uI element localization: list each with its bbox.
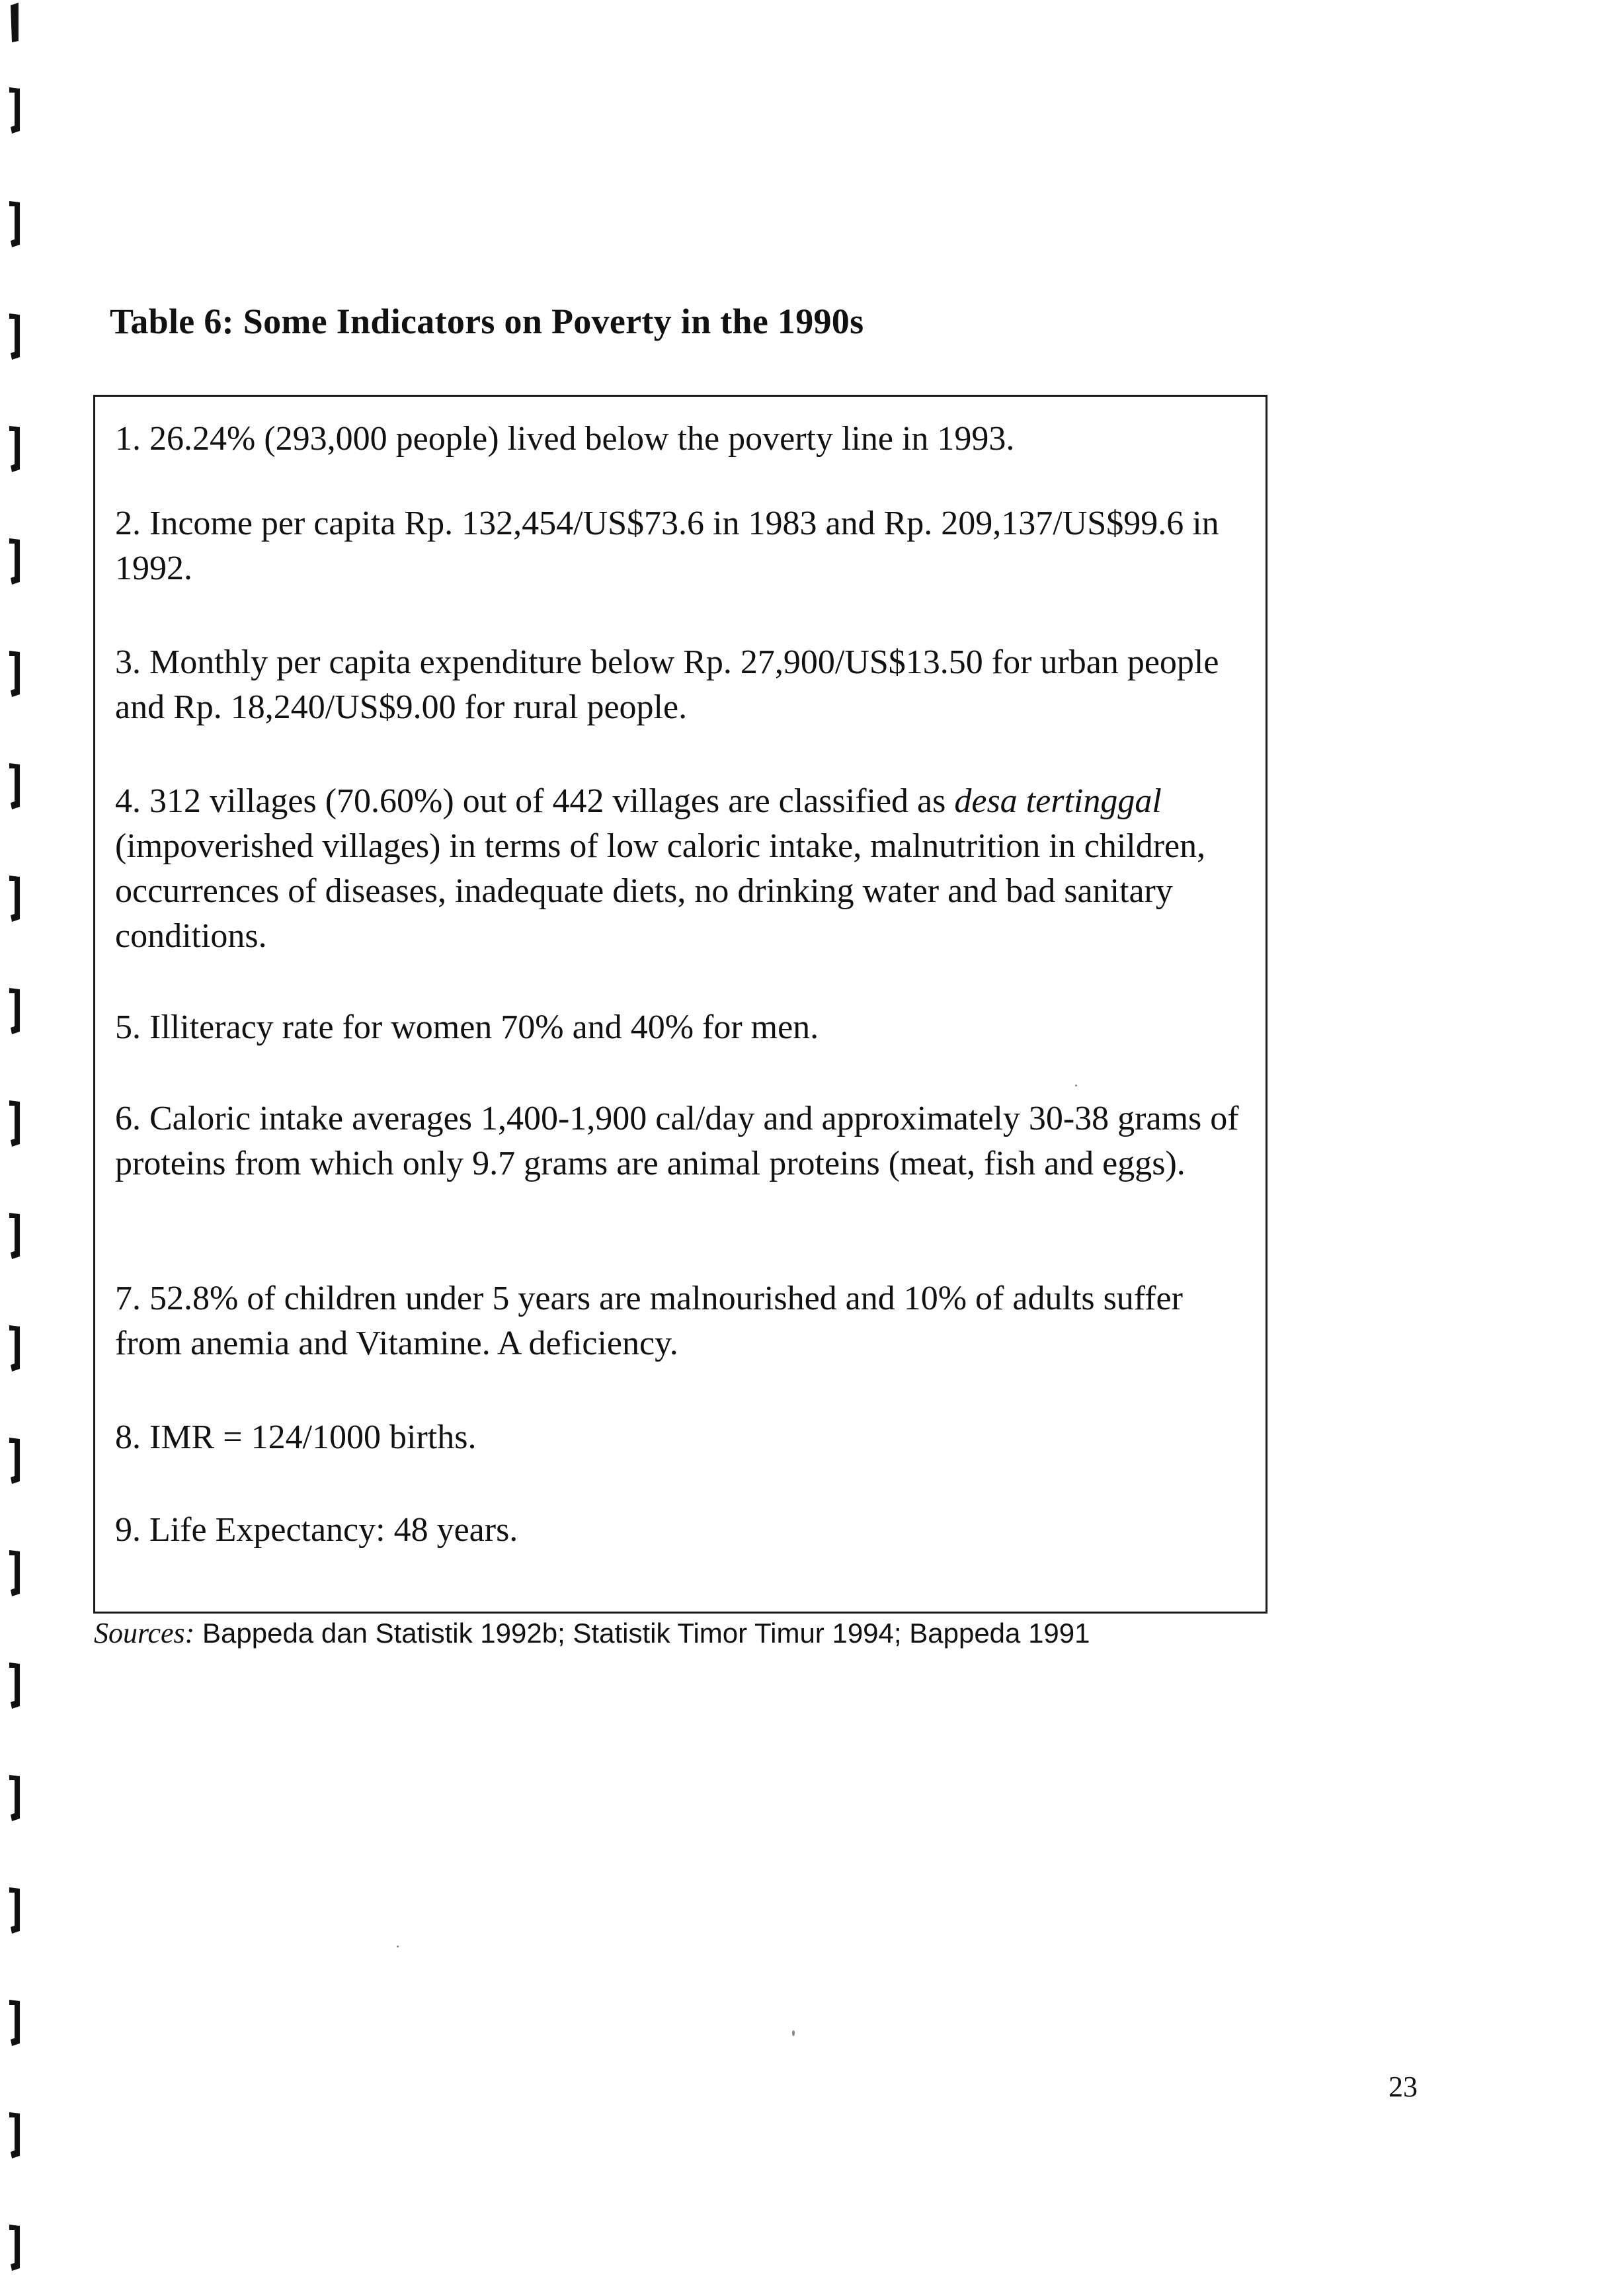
binding-clip-icon — [4, 2222, 28, 2270]
indicator-item: 1. 26.24% (293,000 people) lived below the poverty line in 1993. — [115, 420, 1015, 458]
binding-clip-icon — [4, 1435, 28, 1483]
binding-clip-icon — [4, 85, 28, 132]
indicator-box — [93, 395, 1267, 1614]
page-number: 23 — [1388, 2070, 1418, 2103]
binding-clip-icon — [4, 760, 28, 808]
indicator-italic-term: desa tertinggal — [954, 782, 1162, 820]
indicator-item: 9. Life Expectancy: 48 years. — [115, 1511, 518, 1549]
binding-clip-icon — [4, 1660, 28, 1707]
binding-clip-icon — [4, 985, 28, 1033]
scan-speck — [1075, 1085, 1077, 1086]
binding-clip-icon — [4, 423, 28, 471]
binding-clip-icon — [4, 1323, 28, 1370]
indicator-item: 5. Illiteracy rate for women 70% and 40% for men. — [115, 1008, 819, 1046]
binding-clip-icon — [4, 1547, 28, 1595]
binding-clip-icon — [4, 1098, 28, 1145]
indicator-item: 7. 52.8% of children under 5 years are malnourished and 10% of adults suffer from anemia and Vitamine. A deficiency. — [115, 1280, 1183, 1362]
binding-clip-icon — [4, 2110, 28, 2157]
binding-clip-icon — [4, 1210, 28, 1258]
indicator-item: 6. Caloric intake averages 1,400-1,900 cal/day and approximately 30-38 grams of proteins from which only 9.7 grams are animal proteins (meat, fish and eggs). — [115, 1100, 1239, 1182]
binding-clip-icon — [4, 198, 28, 246]
indicator-item: 2. Income per capita Rp. 132,454/US$73.6 in 1983 and Rp. 209,137/US$99.6 in 1992. — [115, 505, 1219, 587]
sources-label: Sources: — [94, 1617, 195, 1649]
indicator-text: 4. 312 villages (70.60%) out of 442 villages are classified as — [115, 782, 946, 820]
binding-clip-icon — [4, 1772, 28, 1820]
binding-clip-icon — [4, 536, 28, 583]
binding-clip-icon — [4, 648, 28, 696]
binding-clip-icon — [4, 1997, 28, 2045]
binding-clip-icon — [4, 311, 28, 358]
binding-clip-icon — [4, 0, 28, 48]
table-title: Table 6: Some Indicators on Poverty in the 1990s — [110, 302, 864, 341]
indicator-item: 8. IMR = 124/1000 births. — [115, 1418, 477, 1456]
binding-clip-icon — [4, 1885, 28, 1932]
indicator-text: (impoverished villages) in terms of low caloric intake, malnutrition in children, occurrences of diseases, inadequate diets, no drinking water and bad sanitary conditions. — [115, 827, 1206, 955]
sources-note — [94, 1616, 1090, 1650]
indicator-item — [115, 779, 1252, 959]
scan-speck — [792, 2030, 795, 2036]
scan-speck — [397, 1946, 399, 1948]
sources-text: Bappeda dan Statistik 1992b; Statistik Timor Timur 1994; Bappeda 1991 — [202, 1618, 1090, 1649]
binding-clip-icon — [4, 873, 28, 921]
indicator-item: 3. Monthly per capita expenditure below Rp. 27,900/US$13.50 for urban people and Rp. 18,240/US$9.00 for rural people. — [115, 643, 1219, 726]
